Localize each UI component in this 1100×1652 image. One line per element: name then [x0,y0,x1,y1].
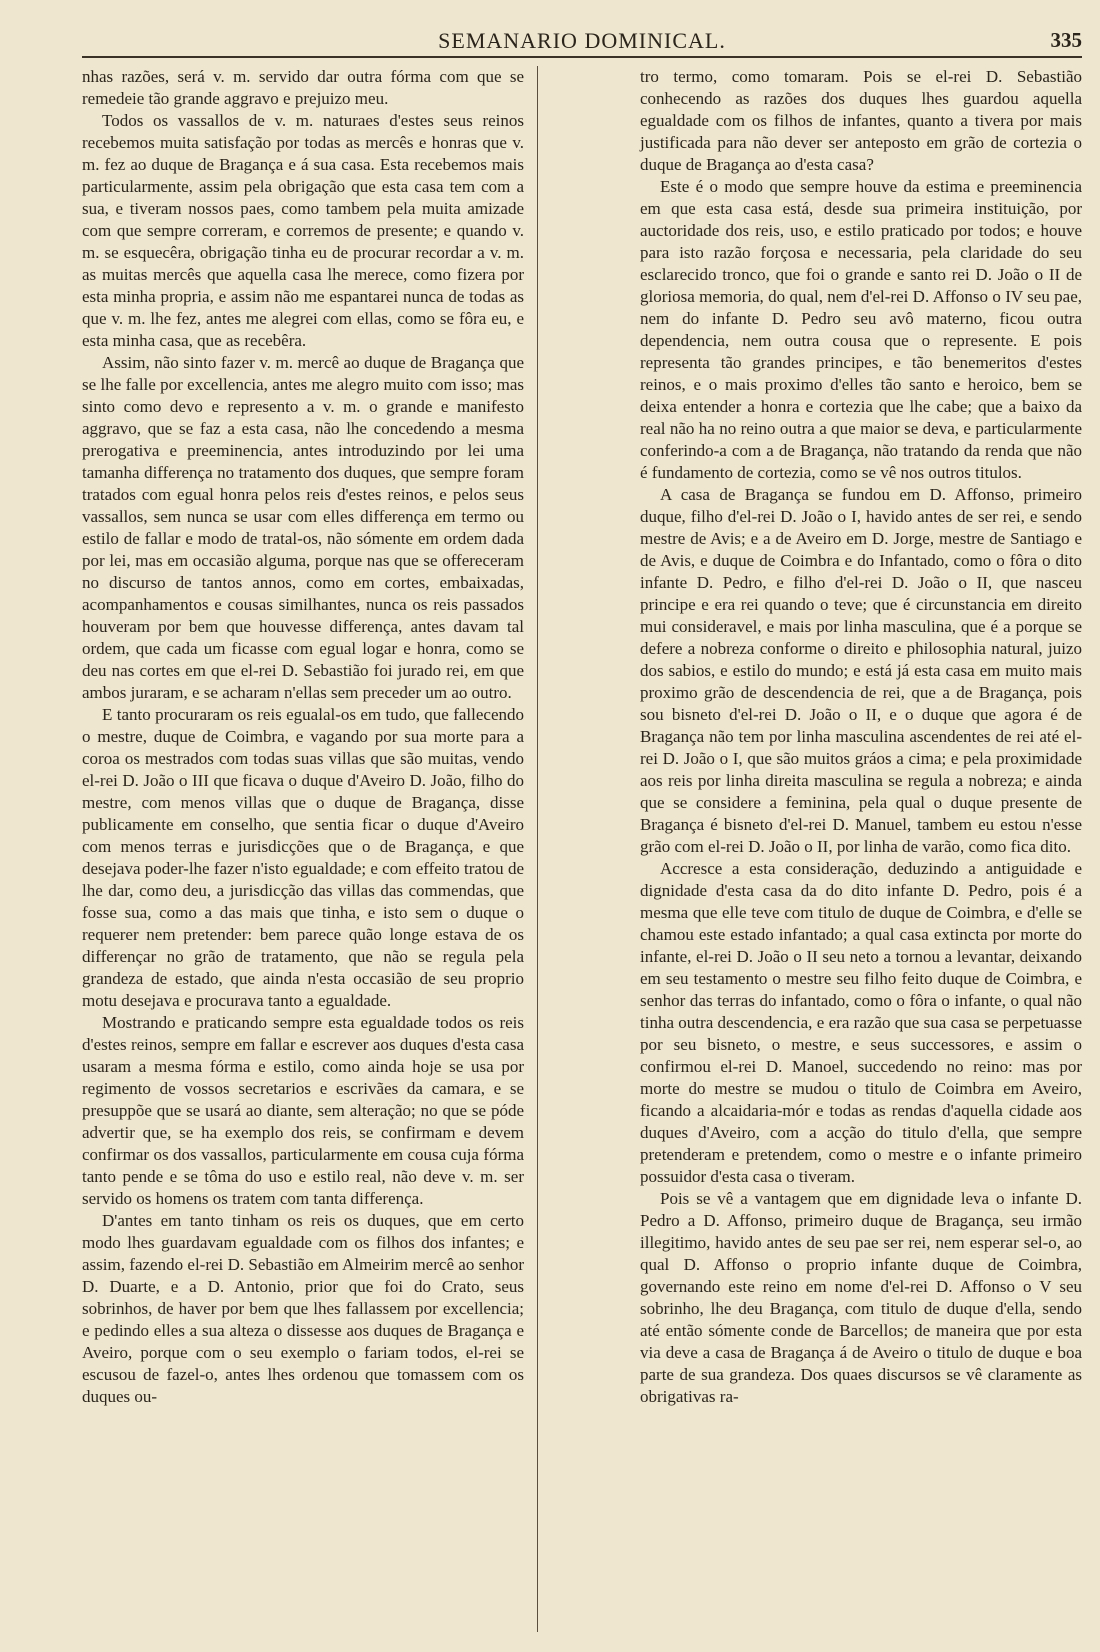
paragraph: nhas razões, será v. m. servido dar outra fórma com que se remedeie tão grande aggravo e prejuizo meu. [82,67,524,108]
paragraph: Assim, não sinto fazer v. m. mercê ao duque de Bragança que se lhe falle por excellencia, antes me alegro muito com isso; mas sinto como devo e represento a v. m. o grande e manifesto aggravo, que se faz a esta casa, não lhe concedendo a mesma prerogativa e preeminencia, antes introduzindo por lei uma tamanha differença no tratamento dos duques, que sempre foram tratados com egual honra pelos reis d'estes reinos, e pelos seus vassallos, sem nunca se usar com elles differença em termo ou estilo de fallar e modo de tratal-os, não sómente em ordem dada por lei, mas em occasião alguma, porque nas que se offereceram no discurso de tantos annos, como em cortes, embaixadas, acompanhamentos e cousas similhantes, nunca os reis passados houveram por bem que houvesse differença, antes davam tal ordem, que cada um ficasse com egual logar e honra, como se deu nas cortes em que el-rei D. Sebastião foi jurado rei, em que ambos juraram, e se acharam n'ellas sem preceder um ao outro. [82,353,524,702]
paragraph: Mostrando e praticando sempre esta egualdade todos os reis d'estes reinos, sempre em fallar e escrever aos duques d'esta casa usaram a mesma fórma e estilo, como ainda hoje se usa por regimento de vossos secretarios e escrivães da camara, e se presuppõe que se usará ao diante, sem alteração; no que se póde advertir que, se ha exemplo dos reis, se confirmam e devem confirmar os dos vassallos, particularmente em cousa cuja fórma tanto pende e se tôma do uso e estilo real, não deve v. m. ser servido os homens os tratem com tanta differença. [82,1013,524,1208]
page-number: 335 [1050,28,1082,52]
paragraph: tro termo, como tomaram. Pois se el-rei D. Sebastião conhecendo as razões dos duques lhes guardou aquella egualdade com os filhos de infantes, quanto a tivera por mais justificada para não dever ser anteposto em grão de cortezia o duque de Bragança ao d'esta casa? [640,67,1082,174]
page-title: SEMANARIO DOMINICAL. [438,28,726,53]
paragraph: A casa de Bragança se fundou em D. Affonso, primeiro duque, filho d'el-rei D. João o I, havido antes de ser rei, e sendo mestre de Avis; e a de Aveiro em D. Jorge, mestre de Santiago e de Avis, e duque de Coimbra e do Infantado, como o fôra o dito infante D. Pedro, e filho d'el-rei D. João o II, que nasceu principe e era rei quando o teve; que é circunstancia em direito mui consideravel, e mais por linha masculina, que é a porque se defere a nobreza conforme o direito e philosophia natural, juizo dos sabios, e estilo do mundo; e está já esta casa em muito mais proximo grão de descendencia de rei, que a de Bragança, pois sou bisneto d'el-rei D. João o II, e o duque que agora é de Bragança não tem por linha masculina ascendentes de rei até el-rei D. João o I, que são muitos gráos a cima; e pela proximidade aos reis por linha direita masculina se regula a nobreza; e ainda que se considere a feminina, pela qual o duque presente de Bragança é bisneto d'el-rei D. Manuel, tambem eu estou n'esse grão com el-rei D. João o II, por linha de varão, como fica dito. [640,485,1082,856]
text-columns [82,66,1082,1632]
paragraph: Accresce a esta consideração, deduzindo a antiguidade e dignidade d'esta casa da do dito infante D. Pedro, pois é a mesma que elle teve com titulo de duque de Coimbra, e d'elle se chamou este estado infantado; a qual casa extincta por morte do infante, el-rei D. João o II seu neto a tornou a levantar, deixando em seu testamento o mestre seu filho feito duque de Coimbra, e senhor das terras do infantado, como o fôra o infante, o qual não tinha outra descendencia, e era razão que sua casa se perpetuasse por seu bisneto, o mestre, e seus successores, e assim o confirmou el-rei D. Manoel, succedendo no reino: mas por morte do mestre se mudou o titulo de Coimbra em Aveiro, ficando a alcaidaria-mór e todas as rendas d'aquella cidade aos duques d'Aveiro, com a acção do titulo d'ella, que sempre pretenderam e pretendem, como o mestre e o infante primeiro possuidor d'esta casa o tiveram. [640,859,1082,1186]
page-header [82,22,1082,58]
paragraph: Pois se vê a vantagem que em dignidade leva o infante D. Pedro a D. Affonso, primeiro duque de Bragança, seu irmão illegitimo, havido antes de seu pae ser rei, nem esperar sel-o, ao qual D. Affonso o proprio infante duque de Coimbra, governando este reino em nome d'el-rei D. Affonso o V seu sobrinho, lhe deu Bragança, com titulo de duque d'ella, sendo até então sómente conde de Barcellos; de maneira que por esta via deve a casa de Bragança á de Aveiro o titulo de duque e boa parte de sua grandeza. Dos quaes discursos se vê claramente as obrigativas ra- [640,1189,1082,1406]
paragraph: Este é o modo que sempre houve da estima e preeminencia em que esta casa está, desde sua primeira instituição, por auctoridade dos reis, uso, e estilo praticado por todos; e houve para isto razão forçosa e necessaria, pela claridade do seu esclarecido tronco, que foi o grande e santo rei D. João o II de gloriosa memoria, do qual, nem d'el-rei D. Affonso o IV seu pae, nem do infante D. Pedro seu avô materno, ficou outra dependencia, nem outra cousa que o represente. E pois representa tão grandes principes, e tão benemeritos d'estes reinos, e o mais proximo d'elles tão santo e heroico, bem se deixa entender a honra e cortezia que lhe cabe; que a baixo da real não ha no reino outra a que maior se deva, e particularmente conferindo-a com a de Bragança, não tratando da renda que não é fundamento de cortezia, como se vê nos outros titulos. [640,177,1082,482]
right-column [640,66,1082,1632]
left-column [82,66,524,1632]
paragraph: Todos os vassallos de v. m. naturaes d'estes seus reinos recebemos muita satisfação por todas as mercês e honras que v. m. fez ao duque de Bragança e á sua casa. Esta recebemos mais particularmente, assim pela obrigação que esta casa tem com a sua, e tiveram nossos paes, como tambem pela muita amizade com que sempre correram, e corremos de presente; e quando v. m. se esquecêra, obrigação tinha eu de procurar recordar a v. m. as muitas mercês que aquella casa lhe merece, como fizera por esta minha propria, e assim não me espantarei nunca de todas as que v. m. lhe fez, antes me alegrei com ellas, como se fôra eu, e esta minha casa, que as recebêra. [82,111,524,350]
paragraph: D'antes em tanto tinham os reis os duques, que em certo modo lhes guardavam egualdade com os filhos dos infantes; e assim, fazendo el-rei D. Sebastião em Almeirim mercê ao senhor D. Duarte, e a D. Antonio, prior que foi do Crato, seus sobrinhos, de haver por bem que lhes fallassem por excellencia; e pedindo elles a sua alteza o dissesse aos duques de Bragança e Aveiro, porque com o seu exemplo o fariam todos, el-rei se escusou de fazel-o, antes lhes ordenou que tomassem com os duques ou- [82,1211,524,1406]
paragraph: E tanto procuraram os reis egualal-os em tudo, que fallecendo o mestre, duque de Coimbra, e vagando por sua morte para a coroa os mestrados com todas suas villas que são muitas, vendo el-rei D. João o III que ficava o duque d'Aveiro D. João, filho do mestre, com menos villas que o duque de Bragança, disse publicamente em conselho, que sentia ficar o duque d'Aveiro com menos terras e jurisdicções que o de Bragança, e que desejava poder-lhe fazer n'isto egualdade; e com effeito tratou de lhe dar, como deu, a jurisdicção das villas das commendas, que fosse sua, como a das mais que tinha, e isto sem o duque o requerer nem pretender: bem parece quão longe estava de os differençar no grão de tratamento, que não se regula pela grandeza de estado, que ainda n'esta occasião de seu proprio motu desejava e procurava tanto a egualdade. [82,705,524,1010]
newspaper-page [82,22,1082,1632]
